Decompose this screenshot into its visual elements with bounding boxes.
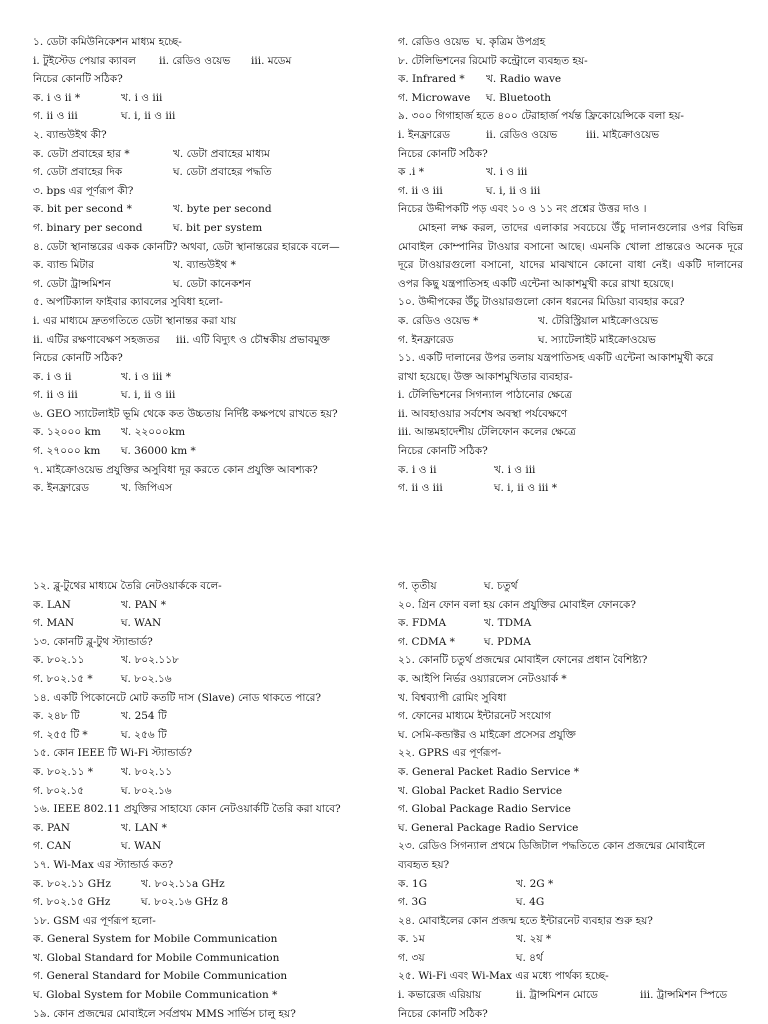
line-segment: ১১. একটি দালানের উপর তলায় যন্ত্রপাতিসহ একটি এন্টেনা আকাশমুখী করে bbox=[398, 352, 714, 365]
top-right-part-b bbox=[398, 293, 743, 498]
text-line bbox=[33, 986, 373, 1005]
line-segment: গ. ফোনের মাধ্যমে ইন্টারনেট সংযোগ bbox=[398, 710, 552, 723]
text-line bbox=[33, 238, 373, 257]
line-segment: গ. ৮০২.১৫ GHz bbox=[33, 896, 111, 909]
line-segment: গ. তৃতীয় bbox=[398, 580, 437, 592]
line-segment: ৭. মাইক্রোওয়েভ প্রযুক্তির অসুবিধা দূর করতে কোন প্রযুক্তি আবশ্যক? bbox=[33, 463, 318, 476]
text-line bbox=[398, 442, 743, 461]
line-segment: ii. এটির রক্ষণাবেক্ষণ সহজতর bbox=[33, 333, 160, 346]
text-line bbox=[398, 577, 743, 596]
text-line bbox=[398, 312, 743, 331]
line-segment: গ. ii ও iii bbox=[398, 482, 443, 495]
line-segment: গ. ৮০২.১৫ * bbox=[33, 672, 93, 685]
line-segment: ii. রেডিও ওয়েভ bbox=[159, 54, 231, 67]
text-line bbox=[398, 651, 743, 670]
text-line bbox=[398, 726, 743, 745]
line-segment: রাখা হয়েছে। উক্ত আকাশমুখিতার ব্যবহার- bbox=[398, 370, 573, 383]
text-line bbox=[398, 763, 743, 782]
top-right-part-a bbox=[398, 33, 743, 219]
line-segment: ক. i ও ii bbox=[398, 463, 437, 476]
line-segment: গ. CAN bbox=[33, 840, 72, 853]
line-segment: ২০. গ্রিন ফোন বলা হয় কোন প্রযুক্তির মোবাইল ফোনকে? bbox=[398, 598, 637, 611]
text-line bbox=[33, 614, 373, 633]
line-segment: গ. 3G bbox=[398, 896, 427, 909]
text-line bbox=[33, 145, 373, 164]
text-line bbox=[398, 893, 743, 912]
line-segment: ঘ. চতুর্থ bbox=[484, 580, 518, 592]
line-segment: খ. byte per second bbox=[173, 203, 272, 216]
line-segment: iii. এটি বিদ্যুৎ ও চৌম্বকীয় প্রভাবমুক্ত bbox=[176, 333, 330, 346]
line-segment: খ. LAN * bbox=[121, 821, 167, 834]
line-segment: নিচের কোনটি সঠিক? bbox=[33, 352, 123, 365]
line-segment: ঘ. Global System for Mobile Communication * bbox=[33, 989, 278, 1002]
text-line bbox=[398, 107, 743, 126]
text-line bbox=[398, 70, 743, 89]
text-line bbox=[33, 312, 373, 331]
line-segment: গ. ii ও iii bbox=[33, 110, 78, 123]
line-segment: ঘ. ৪র্থ bbox=[516, 951, 543, 964]
line-segment: খ. বিশ্বব্যাপী রোমিং সুবিধা bbox=[398, 691, 507, 704]
line-segment: খ. টেরিস্ট্রিয়াল মাইক্রোওয়েভ bbox=[538, 314, 659, 327]
text-line bbox=[398, 126, 743, 145]
line-segment: ১৮. GSM এর পূর্ণরূপ হলো- bbox=[33, 914, 156, 927]
text-line bbox=[33, 856, 373, 875]
line-segment: ১. ডেটা কমিউনিকেশন মাধ্যম হচ্ছে- bbox=[33, 36, 182, 48]
line-segment: ২৩. রেডিও সিগন্যাল প্রথমে ডিজিটাল পদ্ধতিতে কোন প্রজন্মের মোবাইলে bbox=[398, 840, 706, 853]
line-segment: ক. PAN bbox=[33, 821, 70, 834]
text-line bbox=[33, 200, 373, 219]
line-segment: গ. binary per second bbox=[33, 221, 143, 234]
line-segment: নিচের কোনটি সঠিক? bbox=[33, 73, 123, 86]
line-segment: ক. General System for Mobile Communication bbox=[33, 933, 278, 946]
top-right-column bbox=[398, 33, 743, 498]
line-segment: ক. ইনফ্রারেড bbox=[33, 482, 89, 495]
text-line bbox=[33, 670, 373, 689]
line-segment: খ. i ও iii bbox=[121, 91, 163, 104]
text-line bbox=[33, 651, 373, 670]
text-line bbox=[398, 912, 743, 931]
line-segment: ক. FDMA bbox=[398, 617, 447, 630]
text-line bbox=[33, 275, 373, 294]
line-segment: গ. Global Package Radio Service bbox=[398, 803, 571, 816]
line-segment: ii. ট্রান্সমিশন মোডে bbox=[516, 989, 598, 1002]
text-line bbox=[398, 930, 743, 949]
bottom-left-column bbox=[33, 577, 373, 1023]
text-line bbox=[398, 800, 743, 819]
text-line bbox=[33, 126, 373, 145]
line-segment: ২১. কোনটি চতুর্থ প্রজন্মের মোবাইল ফোনের প্রধান বৈশিষ্ট্য? bbox=[398, 654, 648, 667]
text-line bbox=[33, 405, 373, 424]
line-segment: i. এর মাধ্যমে দ্রুতগতিতে ডেটা স্থানান্তর করা যায় bbox=[33, 314, 237, 327]
line-segment: খ. i ও iii * bbox=[121, 370, 171, 383]
text-line bbox=[398, 405, 743, 424]
line-segment: ক. ৮০২.১১ GHz bbox=[33, 877, 111, 890]
line-segment: i. টুইস্টেড পেয়ার ক্যাবল bbox=[33, 54, 136, 67]
line-segment: ঘ. ৮০২.১৬ bbox=[121, 672, 172, 685]
line-segment: খ. 254 টি bbox=[121, 710, 167, 723]
text-line bbox=[398, 479, 743, 498]
line-segment: খ. ৮০২.১১a GHz bbox=[141, 877, 225, 890]
stimulus-paragraph: মোহনা লক্ষ করল, তাদের এলাকার সবচেয়ে উঁচু দালানগুলোর ওপর বিভিন্ন মোবাইল কোম্পানির টাওয়ার বসানো আছে। এমনকি খোলা প্রান্তরেও অনেক দূরে দূরে টাওয়ারগুলো বসানো, যাদের মাঝখানে কোনো বাধা নেই। একটি দালানের ওপর কিছু যন্ত্রপাতিসহ একটি এন্টেনা আকাশমুখী করে রাখা হয়েছে। bbox=[398, 221, 743, 290]
text-line bbox=[33, 930, 373, 949]
text-line bbox=[398, 163, 743, 182]
text-line bbox=[33, 52, 373, 71]
line-segment: ক. ব্যান্ড মিটার bbox=[33, 259, 95, 272]
text-line bbox=[33, 967, 373, 986]
line-segment: গ. ii ও iii bbox=[398, 184, 443, 197]
line-segment: ৮. টেলিভিশনের রিমোট কন্ট্রোলে ব্যবহৃত হয়- bbox=[398, 54, 588, 67]
text-line bbox=[33, 331, 373, 350]
line-segment: ঘ. i, ii ও iii bbox=[486, 184, 541, 197]
text-line bbox=[398, 875, 743, 894]
line-segment: ৪. ডেটা স্থানান্তরের একক কোনটি? অথবা, ডেটা স্থানান্তরের হারকে বলে— bbox=[33, 240, 340, 253]
text-line bbox=[398, 461, 743, 480]
text-line bbox=[33, 875, 373, 894]
line-segment: ২২. GPRS এর পূর্ণরূপ- bbox=[398, 747, 502, 760]
text-line bbox=[398, 33, 743, 52]
line-segment: i. টেলিভিশনের সিগন্যাল পাঠানোর ক্ষেত্রে bbox=[398, 389, 572, 402]
line-segment: ১৩. কোনটি ব্লু-টুথ স্ট্যান্ডার্ড? bbox=[33, 635, 153, 648]
line-segment: ঘ. i, ii ও iii bbox=[121, 110, 176, 123]
line-segment: গ. ii ও iii bbox=[33, 389, 78, 402]
text-line bbox=[398, 967, 743, 986]
text-line bbox=[33, 912, 373, 931]
line-segment: ঘ. স্যাটেলাইট মাইক্রোওয়েভ bbox=[538, 333, 656, 346]
line-segment: ১০. উদ্দীপকের উঁচু টাওয়ারগুলো কোন ধরনের মিডিয়া ব্যবহার করে? bbox=[398, 296, 685, 309]
text-line bbox=[398, 293, 743, 312]
line-segment: ঘ. 4G bbox=[516, 896, 545, 909]
line-segment: iii. মাইক্রোওয়েভ bbox=[586, 128, 660, 141]
text-line bbox=[33, 293, 373, 312]
line-segment: খ. Global Standard for Mobile Communication bbox=[33, 951, 280, 964]
line-segment: নিচের কোনটি সঠিক? bbox=[398, 147, 488, 160]
text-line bbox=[33, 893, 373, 912]
text-line bbox=[398, 819, 743, 838]
line-segment: ঘ. 36000 km * bbox=[121, 445, 196, 458]
text-line bbox=[398, 986, 743, 1005]
line-segment: খ. ডেটা প্রবাহের মাধ্যম bbox=[173, 147, 270, 160]
line-segment: খ. জিপিএস bbox=[121, 482, 173, 495]
line-segment: গ. ২৫৫ টি * bbox=[33, 728, 88, 741]
text-line bbox=[33, 89, 373, 108]
line-segment: iii. ট্রান্সমিশন স্পিডে bbox=[640, 989, 728, 1002]
text-line bbox=[398, 331, 743, 350]
text-line bbox=[398, 368, 743, 387]
line-segment: ক. আইপি নির্ভর ওয়্যারলেস নেটওয়ার্ক * bbox=[398, 672, 567, 685]
line-segment: গ. ডেটা ট্রান্সমিশন bbox=[33, 277, 111, 290]
text-line bbox=[398, 596, 743, 615]
text-line bbox=[33, 479, 373, 498]
line-segment: ঘ. WAN bbox=[121, 617, 162, 630]
line-segment: ঘ. ৮০২.১৬ GHz 8 bbox=[141, 896, 229, 909]
line-segment: ১২. ব্লু-টুথের মাধ্যমে তৈরি নেটওয়ার্ককে বলে- bbox=[33, 580, 222, 592]
line-segment: ৬. GEO স্যাটেলাইট ভূমি থেকে কত উচ্চতায় নির্দিষ্ট কক্ষপথে রাখতে হয়? bbox=[33, 407, 338, 420]
line-segment: খ. ৮০২.১১ bbox=[121, 765, 173, 778]
text-line bbox=[33, 1005, 373, 1024]
text-line bbox=[398, 949, 743, 968]
text-line bbox=[33, 182, 373, 201]
line-segment: ঘ. Bluetooth bbox=[486, 91, 552, 104]
text-line bbox=[398, 386, 743, 405]
line-segment: ব্যবহৃত হয়? bbox=[398, 858, 450, 871]
text-line bbox=[398, 89, 743, 108]
text-line bbox=[398, 633, 743, 652]
text-line bbox=[33, 368, 373, 387]
text-line bbox=[398, 689, 743, 708]
line-segment: গ. Microwave bbox=[398, 91, 471, 104]
text-line bbox=[398, 349, 743, 368]
line-segment: নিচের কোনটি সঠিক? bbox=[398, 445, 488, 458]
line-segment: গ. ডেটা প্রবাহের দিক bbox=[33, 166, 123, 179]
line-segment: ক. i ও ii * bbox=[33, 91, 81, 104]
text-line bbox=[398, 52, 743, 71]
line-segment: ক. 1G bbox=[398, 877, 428, 890]
line-segment: ক .i * bbox=[398, 166, 424, 179]
line-segment: ঘ. ২৫৬ টি bbox=[121, 728, 167, 741]
line-segment: গ. ৮০২.১৫ bbox=[33, 784, 84, 797]
text-line bbox=[33, 707, 373, 726]
line-segment: খ. ২য় * bbox=[516, 933, 552, 946]
line-segment: ঘ. PDMA bbox=[484, 635, 531, 648]
line-segment: ঘ. ডেটা কানেকশন bbox=[173, 277, 251, 290]
text-line bbox=[398, 670, 743, 689]
line-segment: ৯. ৩০০ গিগাহার্জ হতে ৪০০ টেরাহার্জ পর্যন্ত ফ্রিকোয়েন্সিকে বলা হয়- bbox=[398, 110, 684, 123]
line-segment: খ. Global Packet Radio Service bbox=[398, 784, 563, 797]
text-line bbox=[398, 856, 743, 875]
line-segment: ক. Infrared * bbox=[398, 73, 465, 86]
line-segment: ক. ২৪৮ টি bbox=[33, 710, 80, 723]
line-segment: ঘ. ডেটা প্রবাহের পদ্ধতি bbox=[173, 166, 272, 179]
text-line bbox=[33, 689, 373, 708]
line-segment: ১৯. কোন প্রজন্মের মোবাইলে সর্বপ্রথম MMS সার্ভিস চালু হয়? bbox=[33, 1007, 296, 1020]
line-segment: ক. ১ম bbox=[398, 933, 425, 946]
line-segment: i. ইনফ্রারেড bbox=[398, 128, 451, 141]
line-segment: ক. LAN bbox=[33, 598, 71, 611]
text-line bbox=[33, 107, 373, 126]
text-line bbox=[33, 163, 373, 182]
text-line bbox=[398, 1005, 743, 1024]
line-segment: খ. 2G * bbox=[516, 877, 554, 890]
line-segment: ii. রেডিও ওয়েভ bbox=[486, 128, 558, 141]
text-line bbox=[33, 70, 373, 89]
line-segment: ক. ৮০২.১১ * bbox=[33, 765, 94, 778]
text-line bbox=[33, 726, 373, 745]
line-segment: ৩. bps এর পূর্ণরূপ কী? bbox=[33, 184, 134, 197]
line-segment: নিচের কোনটি সঠিক? bbox=[398, 1007, 488, 1020]
line-segment: ক. রেডিও ওয়েভ * bbox=[398, 314, 479, 327]
line-segment: ঘ. i, ii ও iii * bbox=[494, 482, 557, 495]
line-segment: ১৭. Wi-Max এর স্ট্যান্ডার্ড কত? bbox=[33, 858, 174, 871]
line-segment: ii. আবহাওয়ার সর্বশেষ অবস্থা পর্যবেক্ষণে bbox=[398, 407, 568, 420]
line-segment: খ. i ও iii bbox=[494, 463, 536, 476]
text-line bbox=[398, 782, 743, 801]
text-line bbox=[33, 596, 373, 615]
line-segment: ক. General Packet Radio Service * bbox=[398, 765, 579, 778]
text-line bbox=[33, 744, 373, 763]
text-line bbox=[33, 442, 373, 461]
line-segment: ঘ. ৮০২.১৬ bbox=[121, 784, 172, 797]
line-segment: খ. ২২০০০km bbox=[121, 426, 186, 439]
line-segment: খ. Radio wave bbox=[486, 73, 562, 86]
text-line bbox=[33, 423, 373, 442]
line-segment: গ. রেডিও ওয়েভ bbox=[398, 36, 470, 48]
line-segment: ২৫. Wi-Fi এবং Wi-Max এর মধ্যে পার্থক্য হচ্ছে- bbox=[398, 970, 609, 983]
text-line bbox=[33, 33, 373, 52]
line-segment: গ. General Standard for Mobile Communication bbox=[33, 970, 288, 983]
line-segment: গ. ইনফ্রারেড bbox=[398, 333, 454, 346]
text-line bbox=[398, 145, 743, 164]
text-line bbox=[33, 633, 373, 652]
line-segment: ঘ. bit per system bbox=[173, 221, 263, 234]
line-segment: নিচের উদ্দীপকটি পড় এবং ১০ ও ১১ নং প্রশ্নের উত্তর দাও । bbox=[398, 203, 647, 216]
text-line bbox=[398, 707, 743, 726]
text-line bbox=[33, 763, 373, 782]
text-line bbox=[33, 949, 373, 968]
line-segment: ৫. অপটিক্যাল ফাইবার ক্যাবলের সুবিধা হলো- bbox=[33, 296, 223, 309]
line-segment: iii. মডেম bbox=[251, 54, 292, 67]
line-segment: ক. ১২০০০ km bbox=[33, 426, 101, 439]
line-segment: ঘ. General Package Radio Service bbox=[398, 821, 579, 834]
text-line bbox=[33, 819, 373, 838]
text-line bbox=[33, 461, 373, 480]
text-line bbox=[398, 182, 743, 201]
text-line bbox=[33, 219, 373, 238]
line-segment: খ. ৮০২.১১৮ bbox=[121, 654, 179, 667]
top-left-column bbox=[33, 33, 373, 498]
line-segment: খ. PAN * bbox=[121, 598, 167, 611]
text-line bbox=[33, 349, 373, 368]
line-segment: খ. TDMA bbox=[484, 617, 532, 630]
text-line bbox=[398, 744, 743, 763]
line-segment: ১৫. কোন IEEE টি Wi-Fi স্ট্যান্ডার্ড? bbox=[33, 747, 193, 760]
line-segment: গ. CDMA * bbox=[398, 635, 455, 648]
line-segment: গ. ২৭০০০ km bbox=[33, 445, 101, 458]
line-segment: গ. ৩য় bbox=[398, 951, 425, 964]
text-line bbox=[398, 200, 743, 219]
text-line bbox=[33, 256, 373, 275]
line-segment: খ. ব্যান্ডউইথ * bbox=[173, 259, 236, 272]
line-segment: ১৪. একটি পিকোনেটে মোট কতটি দাস (Slave) নোড থাকতে পারে? bbox=[33, 691, 322, 704]
text-line bbox=[398, 837, 743, 856]
text-line bbox=[398, 423, 743, 442]
text-line bbox=[33, 386, 373, 405]
line-segment: ২. ব্যান্ডউইথ কী? bbox=[33, 128, 107, 141]
text-line bbox=[398, 614, 743, 633]
line-segment: iii. আন্তমহাদেশীয় টেলিফোন কলের ক্ষেত্রে bbox=[398, 426, 576, 439]
line-segment: i. কভারেজ এরিয়ায় bbox=[398, 989, 482, 1002]
line-segment: ঘ. WAN bbox=[121, 840, 162, 853]
line-segment: ১৬. IEEE 802.11 প্রযুক্তির সাহায্যে কোন নেটওয়ার্কটি তৈরি করা যাবে? bbox=[33, 803, 341, 816]
line-segment: ক. bit per second * bbox=[33, 203, 132, 216]
line-segment: ঘ. সেমি-কন্ডাক্টর ও মাইক্রো প্রসেসর প্রযুক্তি bbox=[398, 728, 576, 741]
line-segment: গ. MAN bbox=[33, 617, 75, 630]
text-line bbox=[33, 837, 373, 856]
text-line bbox=[33, 800, 373, 819]
text-line bbox=[33, 577, 373, 596]
bottom-right-column bbox=[398, 577, 743, 1023]
text-line bbox=[33, 782, 373, 801]
line-segment: ক. ডেটা প্রবাহের হার * bbox=[33, 147, 130, 160]
line-segment: ঘ. i, ii ও iii bbox=[121, 389, 176, 402]
line-segment: খ. i ও iii bbox=[486, 166, 528, 179]
line-segment: ঘ. কৃত্রিম উপগ্রহ bbox=[476, 36, 546, 48]
line-segment: ক. ৮০২.১১ bbox=[33, 654, 85, 667]
line-segment: ২৪. মোবাইলের কোন প্রজন্ম হতে ইন্টারনেট ব্যবহার শুরু হয়? bbox=[398, 914, 653, 927]
line-segment: ক. i ও ii bbox=[33, 370, 72, 383]
